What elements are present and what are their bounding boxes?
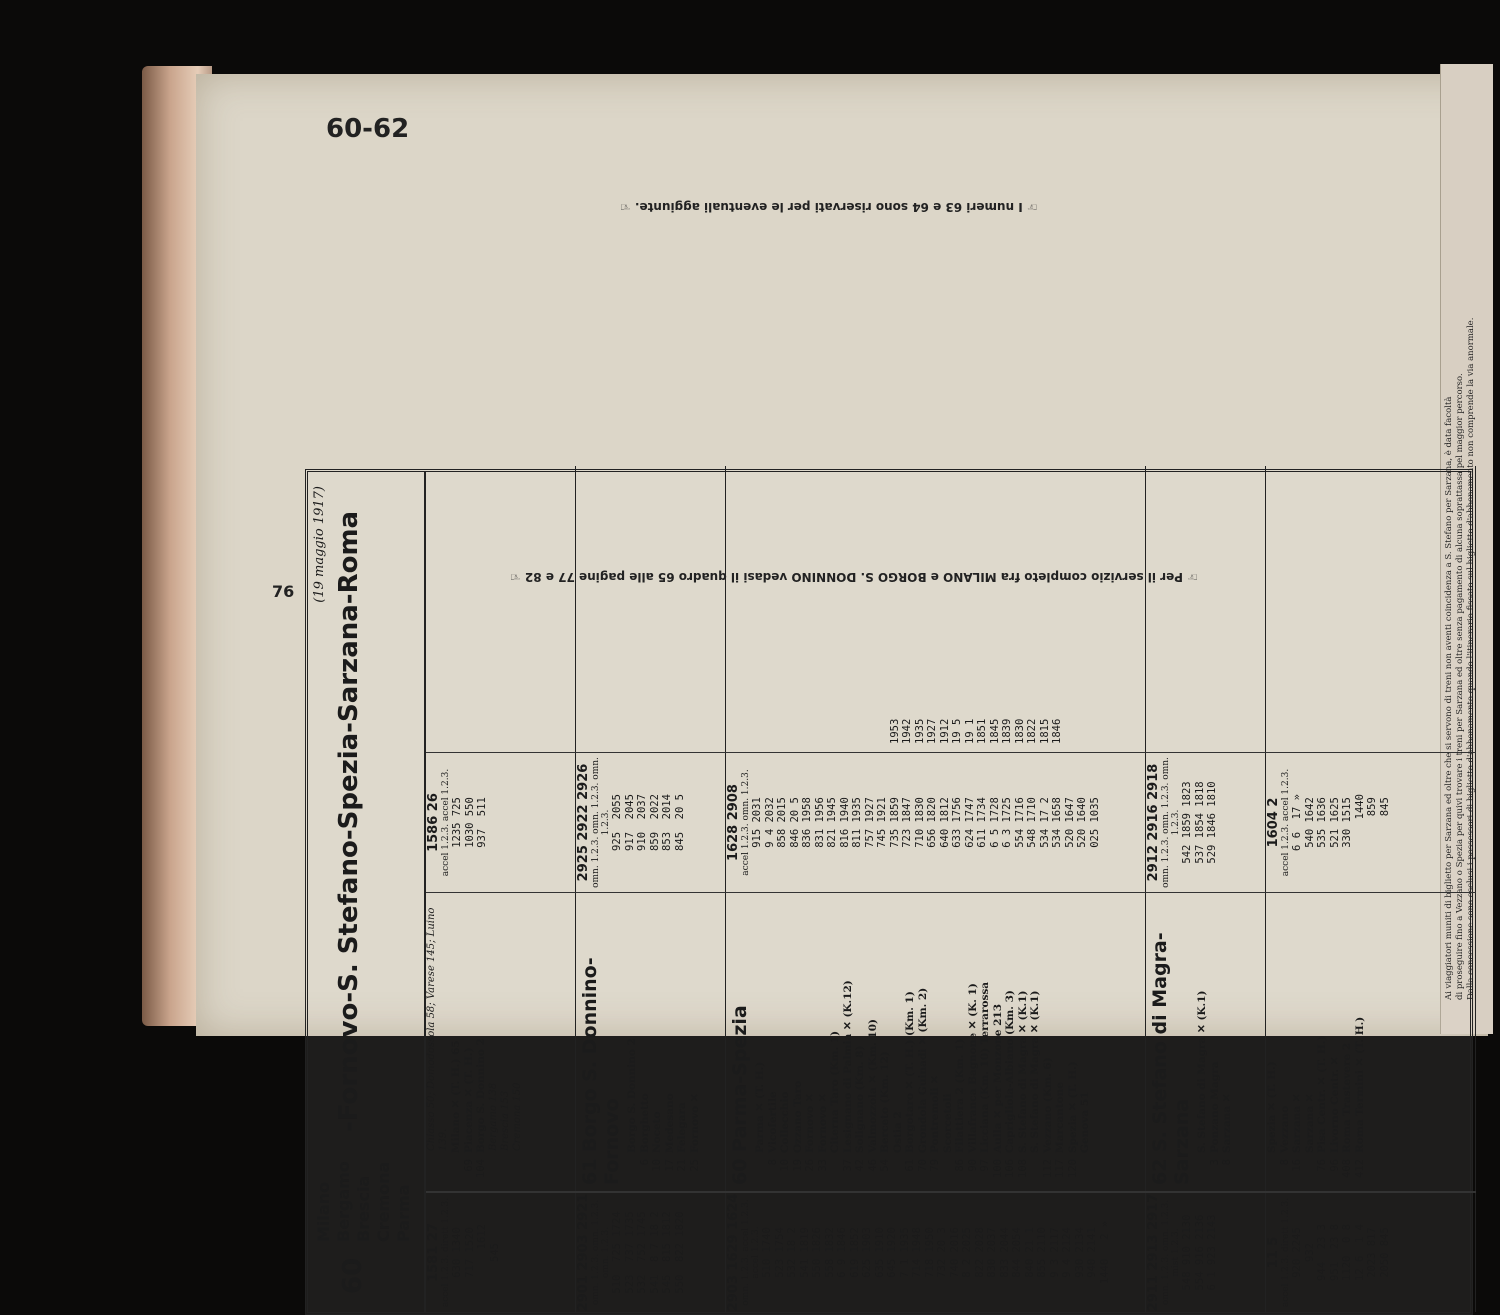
station-km: 26 bbox=[804, 1159, 816, 1172]
station-km: 25 bbox=[688, 1159, 701, 1172]
station-km: 408 bbox=[1341, 1159, 1353, 1178]
station-row bbox=[1067, 893, 1080, 1191]
station-row bbox=[1316, 893, 1329, 1191]
station-name: Fornovo ✕ bbox=[816, 1093, 829, 1153]
station-name: Grondola Guinadi ✕ (Km. 2) bbox=[916, 987, 929, 1153]
train-classes: accel 1.2.3. dirett 1.2.3. bbox=[441, 1197, 451, 1308]
station-row bbox=[754, 893, 767, 1191]
station-row bbox=[779, 893, 792, 1191]
station-row bbox=[804, 893, 817, 1191]
station-row bbox=[1354, 893, 1367, 1191]
station-name: Caprigliola-Albiano (Km. 3) bbox=[1004, 990, 1016, 1153]
train-numbers: 1628 2908 bbox=[726, 784, 741, 861]
station-section bbox=[576, 893, 726, 1191]
connection-station: Cremona 150 bbox=[511, 1082, 523, 1151]
station-name: Villafranca Bagnone ✕ (K. 1) bbox=[966, 983, 979, 1153]
station-row bbox=[1017, 893, 1030, 1191]
station-name: Marcantone bbox=[1054, 1082, 1066, 1153]
station-name: Spezia ✕ (T. H.) bbox=[1266, 1061, 1278, 1153]
train-numbers: 11 5 bbox=[1266, 1236, 1281, 1269]
station-row bbox=[992, 893, 1005, 1191]
station-row bbox=[450, 893, 463, 1191]
station-name: Lesignano di Palmia ✕ (K.12) bbox=[841, 980, 854, 1153]
station-km: 76 bbox=[1316, 1159, 1328, 1172]
station-km: 61 bbox=[904, 1159, 916, 1172]
station-km: 69 bbox=[462, 1159, 475, 1172]
station-section bbox=[1146, 893, 1266, 1191]
station-row bbox=[1266, 893, 1279, 1191]
section-title: 60 Parma-Spezia bbox=[729, 1005, 751, 1185]
section-code: 60-62 bbox=[326, 114, 410, 144]
spare-columns-section bbox=[726, 466, 1146, 752]
station-km: 79 bbox=[929, 1159, 941, 1172]
station-row bbox=[651, 893, 664, 1191]
times-list: 510 725 1724 523 737 1735 532 752 1745 541 8 7 18 2 545 815 1812 550 822 1820 bbox=[611, 1211, 686, 1294]
left-times-section bbox=[426, 1193, 576, 1312]
times-list: 915 2031 9 4 2032 858 2015 846 20 5 836 1958 831 1956 821 1945 816 1940 811 1935 757 1927 745 1921 735 1859 723 1847 710 1830 656 1820 640 1812 633 1756 624 1747 611 1734 6 5 1728 6 3 1725 554 1716 548 1710 534 17 2 534 1658 520 1647 520 1640 025 1035 bbox=[751, 797, 1101, 848]
station-name: Felegara bbox=[676, 1102, 688, 1153]
station-km: 100 bbox=[991, 1159, 1004, 1178]
station-name: Medesano bbox=[663, 1093, 676, 1153]
train-classes: omn. 1.2.3. omn. 1.2.3. omn. 1.2.3. bbox=[591, 1199, 611, 1306]
station-km: 54 bbox=[879, 1159, 891, 1172]
station-name: Milano ✕ (T. H.) 65 bbox=[450, 1040, 462, 1153]
station-name: Piacenza ✕ (T. H.) bbox=[462, 1047, 475, 1153]
station-km: 46 bbox=[866, 1159, 879, 1172]
station-row bbox=[1279, 893, 1292, 1191]
station-row bbox=[1042, 893, 1055, 1191]
train-numbers: 2901 2903 2921 bbox=[576, 1193, 591, 1312]
train-classes: accel 1.2.3. omn. 1.2.3. bbox=[741, 769, 751, 876]
station-section bbox=[426, 893, 576, 1191]
station-row bbox=[904, 893, 917, 1191]
train-numbers: 1586 26 bbox=[426, 793, 441, 852]
left-times-section bbox=[576, 1193, 726, 1312]
train-classes: accel 1.2.3. accel 1.2.3. bbox=[441, 768, 451, 877]
station-row bbox=[1079, 893, 1092, 1191]
station-section bbox=[726, 893, 1146, 1191]
station-name: Aulla ✕ per Monzone 213 bbox=[991, 1004, 1004, 1153]
station-km: 106 bbox=[1004, 1159, 1016, 1178]
times-list: 920 2245 932 944 23 3 951 23 8 1120 0 8 12 6 1 4 2023 817 2050 845 bbox=[1291, 1224, 1391, 1281]
station-km: 70 bbox=[916, 1159, 929, 1172]
train-numbers: 2911 2913 2917 bbox=[1146, 1193, 1161, 1312]
times-list: 1235 725 1030 550 937 511 bbox=[451, 797, 488, 848]
page-number: 76 bbox=[272, 582, 295, 601]
right-times-section bbox=[1146, 753, 1266, 892]
station-km: 104 bbox=[475, 1159, 487, 1178]
notice-reserved: ☞ I numeri 63 e 64 sono riservati per le eventuali aggiunte. ☜ bbox=[620, 200, 1038, 214]
station-name: Berceto (Km. 12) bbox=[879, 1051, 891, 1153]
station-name: Sarzana ✕ bbox=[1221, 1093, 1233, 1153]
timetable-body bbox=[426, 472, 1476, 1312]
station-km: 37 bbox=[841, 1159, 854, 1172]
station-km: 19 bbox=[791, 1159, 804, 1172]
station-km: 8 bbox=[766, 1159, 779, 1166]
section-note: Chiasso 50; Domodossola 58; Varese 145; Luino 139. bbox=[426, 907, 449, 1151]
station-name: Fornovo ✕ bbox=[804, 1093, 816, 1153]
footnote-line: di proseguire fino a Vezzano o Spezia per quivi trovare i treni per Sarzana ed oltre senza pagamento di alcuna soprattassa pel maggior percorso. bbox=[1455, 373, 1465, 1000]
station-row bbox=[979, 893, 992, 1191]
station-name: Sarzana ✕ bbox=[1291, 1093, 1303, 1153]
city: Milano bbox=[314, 1181, 333, 1242]
station-km: 10 bbox=[779, 1159, 791, 1172]
station-row bbox=[767, 893, 780, 1191]
city: Parma bbox=[394, 1184, 413, 1242]
train-classes: accel 1.2.3. accel 1.2.3. bbox=[1281, 768, 1291, 877]
station-name: Borgo S. Donnino 2 bbox=[626, 1038, 638, 1153]
train-numbers: 2912 2916 2918 bbox=[1146, 763, 1161, 882]
left-train-columns bbox=[426, 1192, 1476, 1312]
station-row bbox=[676, 893, 689, 1191]
station-row bbox=[1029, 893, 1042, 1191]
station-row bbox=[475, 893, 488, 1191]
station-name: Pisa Centr. ✕ (T. H.) bbox=[1316, 1035, 1328, 1153]
footnotes bbox=[1444, 150, 1480, 1000]
station-name: Vezzano (Km. 6) bbox=[1041, 1057, 1054, 1153]
station-name: Collecchio bbox=[779, 1091, 791, 1153]
station-name: Fornovo ✕ bbox=[688, 1093, 701, 1153]
left-times-section bbox=[1146, 1193, 1266, 1312]
right-times-section bbox=[726, 753, 1146, 892]
station-km: 16 bbox=[1291, 1159, 1303, 1172]
station-name: Scorcetoli bbox=[941, 1093, 954, 1153]
times-list: 510 1740 523 1754 532 18 2 541 1819 550 1826 558 1832 6 9 1846 619 1852 625 1903 635 1910 645 1920 7 1 1935 714 1948 718 1950 732 20 3 740 2016 8 2 2025 822 2028 830 2037 833 2044 844 2054 840 21 1 855 2110 9 3 2117 9 4 2124 930 2134 940 2141 1440 2 » bbox=[761, 1220, 1111, 1285]
station-name: Parma ✕ (T. H.) bbox=[754, 1061, 766, 1153]
station-km: 112 bbox=[1041, 1159, 1054, 1178]
station-name: Pontremoli ✕ bbox=[929, 1075, 941, 1153]
route-title: -Fornovo-S. Stefano-Spezia-Sarzana-Roma bbox=[334, 510, 364, 1132]
section-title: 61 Borgo S. Donnino-Fornovo bbox=[579, 957, 623, 1185]
station-row bbox=[626, 893, 639, 1191]
station-row bbox=[664, 893, 677, 1191]
footnote-line: Ai viaggiatori muniti di biglietto per Sarzana ed oltre che si servono di treni non aventi coincidenza a S. Stefano per Sarzana, è data facoltà bbox=[1444, 396, 1454, 1000]
station-name: Borghetto bbox=[638, 1093, 651, 1153]
train-classes: omn. 1.2.3. omn. 1.2.3. omn. 1.2.3. bbox=[1161, 757, 1181, 888]
notice-bottom-left: ☞ Per il servizio completo fra MILANO e BORGO S. DONNINO vedasi il quadro 65 alle pagine 77 e 82 ☜ bbox=[510, 570, 1198, 584]
station-row bbox=[829, 893, 842, 1191]
station-km: 108 bbox=[1016, 1159, 1029, 1178]
station-row bbox=[1221, 893, 1234, 1191]
station-name: Livorno Centr. ✕ bbox=[1328, 1056, 1341, 1153]
station-km: 90 bbox=[966, 1159, 979, 1172]
connection-time: 545 bbox=[488, 1243, 501, 1262]
connection-station: Bergamo 138 bbox=[487, 1082, 499, 1151]
train-numbers: 1604 2 bbox=[1266, 797, 1281, 848]
station-row bbox=[1291, 893, 1304, 1191]
station-name: Borgo S. Donnino 2 bbox=[475, 1038, 487, 1153]
station-row bbox=[1304, 893, 1317, 1191]
times-list: 6 6 17 » 540 1642 535 1636 521 1625 330 1515 1440 859 845 bbox=[1291, 794, 1391, 851]
station-row bbox=[867, 893, 880, 1191]
times-list: 630 1340 717 1520 1612 bbox=[451, 1224, 488, 1278]
station-name: Vicofertile bbox=[766, 1091, 779, 1153]
station-name: Noceto bbox=[651, 1111, 663, 1153]
station-km: 412 bbox=[1353, 1159, 1366, 1178]
station-name: Borgotaro ✕ (T. H.) (Km. 1) bbox=[904, 991, 916, 1153]
left-times-section bbox=[726, 1193, 1146, 1312]
train-numbers: 1581 27 bbox=[426, 1223, 441, 1282]
station-row bbox=[854, 893, 867, 1191]
station-name: Citerna Taro (Km. 1) bbox=[829, 1030, 841, 1153]
station-row bbox=[1209, 893, 1222, 1191]
station-name: S. Stefano di Magra ✕ (K.1) bbox=[1016, 990, 1029, 1153]
city: Brescia bbox=[354, 1175, 373, 1242]
station-name: Filattiera 2 (Km. 1) bbox=[954, 1038, 966, 1153]
station-row bbox=[967, 893, 980, 1191]
station-row bbox=[917, 893, 930, 1191]
station-km: 117 bbox=[1054, 1159, 1066, 1178]
timetable-rotated bbox=[305, 469, 1473, 1315]
right-times-section bbox=[576, 753, 726, 892]
spare-columns-section bbox=[576, 466, 726, 752]
times-list: 548 910 2130 554 916 2136 6 1 923 2143 bbox=[1181, 1214, 1218, 1291]
station-km: 21 bbox=[676, 1159, 688, 1172]
station-name: S. Stefano di Magra ✕ (K.1) bbox=[1029, 990, 1041, 1153]
section-title: 62 S. Stefano di Magra-Sarzana bbox=[1149, 932, 1193, 1185]
city: Cremona bbox=[374, 1161, 393, 1242]
station-name: Ozzano Taro bbox=[791, 1080, 804, 1153]
right-train-columns bbox=[426, 752, 1476, 892]
station-name: Licciana (Km. 10) Terrarossa bbox=[979, 981, 991, 1153]
station-row bbox=[954, 893, 967, 1191]
station-row bbox=[879, 893, 892, 1191]
footnote-line: Dalla concessione sono esclusi i possessori di biglietto d'abbonamento quando l'itinerario fissato sul biglietto d'abbonamento non comprende la via anormale. bbox=[1466, 317, 1476, 1000]
station-km: 3 bbox=[1208, 1159, 1221, 1166]
station-name: Genova 51 bbox=[1079, 1091, 1091, 1153]
station-name: Spezia ✕ (T. H.) bbox=[1066, 1061, 1079, 1153]
spare-columns-section bbox=[426, 466, 576, 752]
train-classes: accel 1.2.3. dirett 1.2.3. bbox=[1281, 1197, 1291, 1308]
train-classes: omn. 1.2.3. omn. 1.2.3. omn. 1.2.3. bbox=[591, 757, 611, 888]
station-name: Sarzana ✕ bbox=[1303, 1093, 1316, 1153]
left-times-section bbox=[1266, 1193, 1476, 1312]
station-km: 10 bbox=[651, 1159, 663, 1172]
origin-cities bbox=[314, 1161, 414, 1242]
station-name: Ponzano Magra bbox=[1208, 1061, 1221, 1153]
train-classes: omn. 1.2.3. accel 1.2.3. accel 1.2.3. bbox=[741, 1199, 761, 1306]
date-note: (19 maggio 1917) bbox=[312, 486, 327, 603]
empty-columns bbox=[426, 466, 1476, 752]
station-row bbox=[1004, 893, 1017, 1191]
station-name: Solignano (Km. 8) bbox=[854, 1045, 866, 1153]
station-km: 8 bbox=[1221, 1159, 1233, 1166]
station-row bbox=[689, 893, 702, 1191]
spare-columns-section bbox=[1146, 466, 1266, 752]
right-times-section bbox=[426, 753, 576, 892]
station-row bbox=[1341, 893, 1354, 1191]
station-row bbox=[1054, 893, 1067, 1191]
city: Bergamo bbox=[334, 1161, 353, 1242]
times-list: 925 2055 917 2045 910 2037 859 2022 853 2014 845 20 5 bbox=[611, 794, 686, 851]
title-band bbox=[308, 472, 426, 1312]
connection-station: Brescia 153 bbox=[499, 1090, 511, 1151]
station-km: 6 bbox=[638, 1159, 651, 1166]
station-km: 42 bbox=[854, 1159, 866, 1172]
station-km: 86 bbox=[954, 1159, 966, 1172]
station-row bbox=[1329, 893, 1342, 1191]
station-name: Vezzano bbox=[1278, 1105, 1291, 1153]
train-numbers: 2925 2922 2926 bbox=[576, 763, 591, 882]
times-list: 542 1859 1823 537 1854 1818 529 1846 1810 bbox=[1181, 781, 1218, 864]
station-km: 17 bbox=[663, 1159, 676, 1172]
stations-column bbox=[426, 892, 1476, 1192]
station-km: 96 bbox=[1328, 1159, 1341, 1172]
station-name: Roma Termini ✕ (T. H.) bbox=[1353, 1016, 1366, 1153]
station-row bbox=[1196, 893, 1209, 1191]
station-km: 97 bbox=[979, 1159, 991, 1172]
station-row bbox=[817, 893, 830, 1191]
times-list: 1953 1942 1935 1927 1912 19 5 19 1 1851 1845 1839 1830 1822 1815 1846 bbox=[888, 718, 1063, 744]
station-km: 8 bbox=[1278, 1159, 1291, 1166]
station-row bbox=[842, 893, 855, 1191]
station-km: 33 bbox=[816, 1159, 829, 1172]
table-number: 60 bbox=[338, 1257, 368, 1294]
station-km: 120 bbox=[1066, 1159, 1079, 1178]
station-row bbox=[639, 893, 652, 1191]
station-name: S. Stefano di Magra ✕ (K.1) bbox=[1196, 990, 1208, 1153]
station-row bbox=[942, 893, 955, 1191]
station-row bbox=[463, 893, 476, 1191]
station-row bbox=[929, 893, 942, 1191]
train-classes: omn. 1.2.3. omn. 1.2.3. mist 1.2.3. bbox=[1161, 1199, 1181, 1306]
station-name: Valmozzola ✕ (Km. 10) bbox=[866, 1018, 879, 1153]
station-name: Ostia 2 bbox=[891, 1111, 904, 1153]
train-numbers: 2903 1629 1624 bbox=[726, 1193, 741, 1312]
station-name: Roma Trastevere 2 bbox=[1341, 1042, 1353, 1153]
station-row bbox=[892, 893, 905, 1191]
station-row bbox=[792, 893, 805, 1191]
